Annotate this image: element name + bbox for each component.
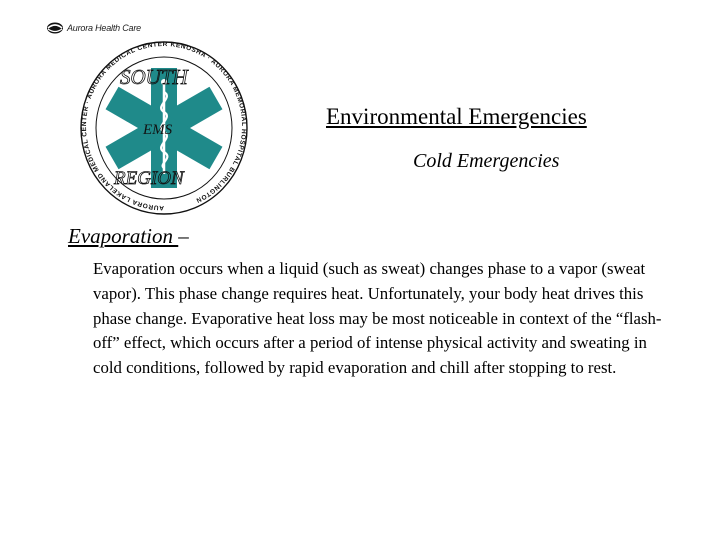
brand-header — [46, 18, 141, 38]
south-ems-region-seal — [80, 40, 248, 218]
aurora-swirl-icon — [46, 21, 64, 35]
section-heading-dash: – — [178, 224, 189, 248]
seal-ring-text: AURORA LAKELAND MEDICAL CENTER · AURORA MEDICAL CENTER KENOSHA · AURORA MEMORIAL HOSPITAL BURLINGTON — [81, 40, 248, 212]
seal-word-region: REGION — [114, 168, 184, 189]
section-body: Evaporation occurs when a liquid (such as sweat) changes phase to a vapor (sweat vapor). This phase change requires heat. Unfortunately, your body heat drives this phase change. Evaporative heat loss may be most noticeable in context of the “flash-off” effect, which occurs after a period of intense physical activity and sweating in cold conditions, followed by rapid evaporation and chill after stopping to rest. — [93, 259, 662, 378]
brand-name: Aurora Health Care — [67, 23, 141, 33]
slide-subtitle: Cold Emergencies — [413, 150, 560, 172]
seal-word-ems: EMS — [143, 122, 173, 138]
slide-title: Environmental Emergencies — [326, 104, 587, 129]
seal-word-south: SOUTH — [120, 65, 188, 89]
section-heading — [68, 224, 189, 249]
section-heading-term: Evaporation — [68, 224, 179, 248]
